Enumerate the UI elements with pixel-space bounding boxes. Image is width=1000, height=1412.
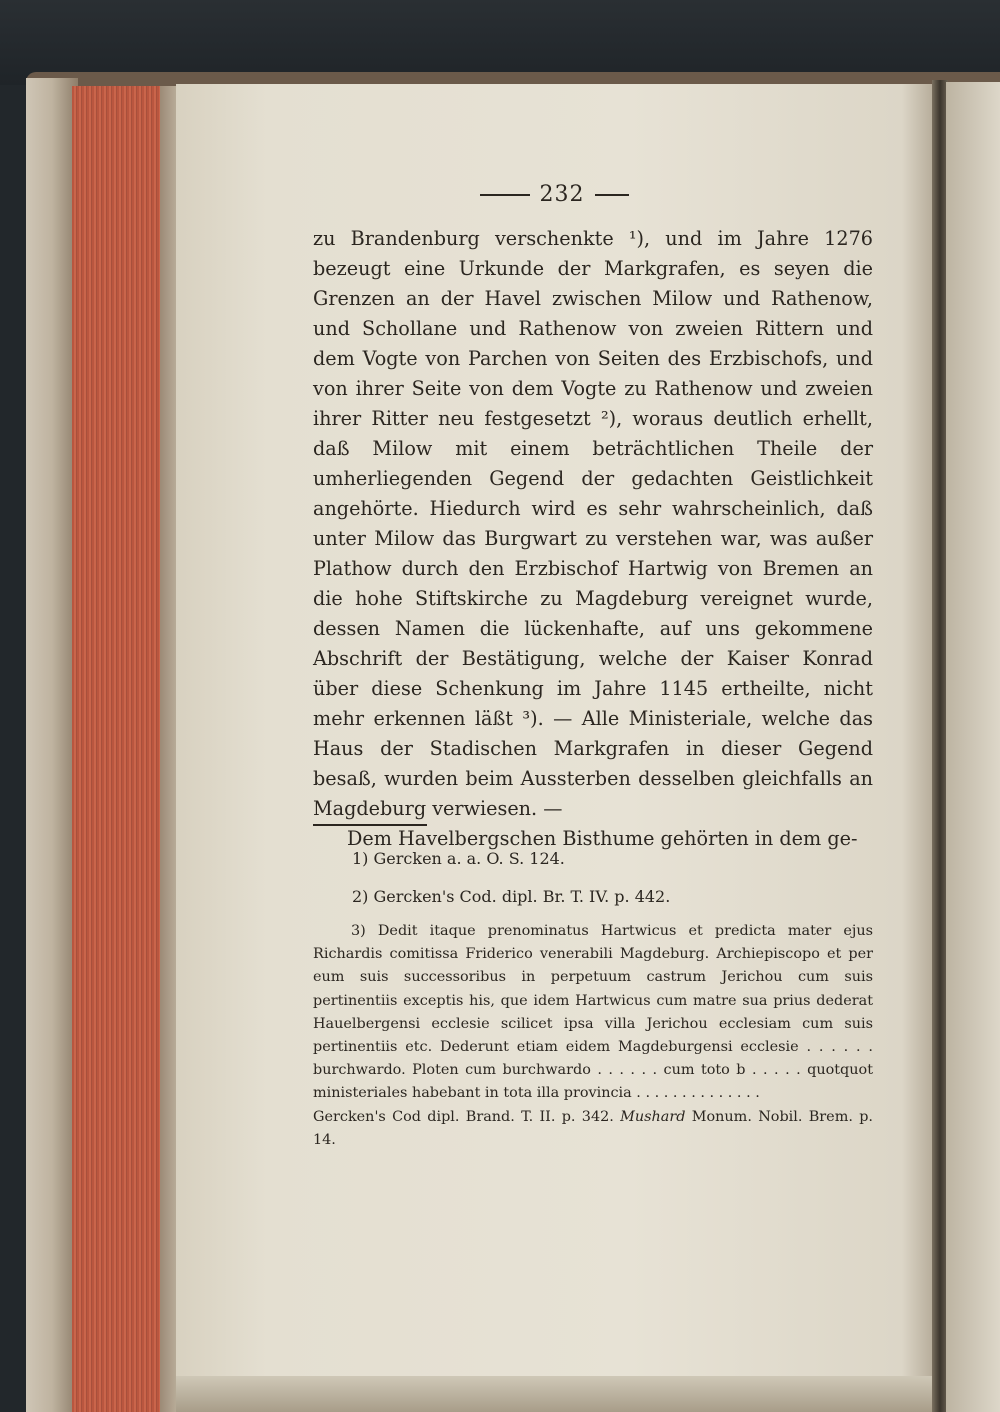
page-number: 232 bbox=[539, 182, 585, 207]
citation-author: Mushard bbox=[620, 1108, 686, 1125]
citation-tail: Monum. Nobil. Brem. p. 14. bbox=[313, 1108, 873, 1148]
footnote-3-citation bbox=[313, 1106, 873, 1152]
cover-edge bbox=[26, 78, 78, 1412]
paragraph: Dem Havelbergschen Bisthume gehörten in dem ge- bbox=[347, 827, 858, 850]
page-header bbox=[176, 182, 932, 207]
footnote-2: 2) Gercken's Cod. dipl. Br. T. IV. p. 442. bbox=[352, 887, 671, 906]
citation-source: Gercken's Cod dipl. Brand. T. II. p. 342. bbox=[313, 1108, 614, 1125]
header-dash-left bbox=[480, 194, 530, 196]
main-text bbox=[313, 224, 873, 854]
paragraph: zu Brandenburg verschenkte ¹), und im Jahre 1276 bezeugt eine Urkunde der Markgrafen, es seyen die Grenzen an der Havel zwischen Milow und Rathenow, und Schollane und Rathenow von zweien Rittern und dem Vogte von Parchen von Seiten des Erzbischofs, und von ihrer Seite von dem Vogte zu Rathenow und zweien ihrer Ritter neu festgesetzt ²), woraus deutlich erhellt, daß Milow mit einem beträchtlichen Theile der umherliegenden Gegend der gedachten Geistlichkeit angehörte. Hiedurch wird es sehr wahrscheinlich, daß unter Milow das Burgwart zu verstehen war, was außer Plathow durch den Erzbischof Hartwig von Bremen an die hohe Stiftskirche zu Magdeburg vereignet wurde, dessen Namen die lückenhafte, auf uns gekommene Abschrift der Bestätigung, welche der Kaiser Konrad über diese Schenkung im Jahre 1145 ertheilte, nicht mehr erkennen läßt ³). — Alle Ministeriale, welche das Haus der Stadischen Markgrafen in dieser Gegend besaß, wurden beim Aussterben desselben gleichfalls an Magdeburg verwiesen. — bbox=[313, 227, 873, 820]
header-dash-right bbox=[595, 194, 629, 196]
footnote-3-text: 3) Dedit itaque prenominatus Hartwicus et predicta mater ejus Richardis comitissa Friderico venerabili Magdeburg. Archiepiscopo et per eum suis successoribus in perpetuum castrum Jerichou cum suis pertinentiis exceptis his, que idem Hartwicus cum matre sua prius dederat Hauelbergensi ecclesie scilicet ipsa villa Jerichou ecclesiam cum suis pertinentiis etc. Dederunt etiam eidem Magdeburgensi ecclesie . . . . . . burchwardo. Ploten cum burchwardo . . . . . . cum toto b . . . . . quotquot ministeriales habebant in tota illa provincia . . . . . . . . . . . . . . bbox=[313, 923, 873, 1102]
footnote-3 bbox=[313, 920, 873, 1152]
page-bottom-edge bbox=[176, 1376, 932, 1412]
facing-page bbox=[946, 82, 1000, 1412]
footnote-1: 1) Gercken a. a. O. S. 124. bbox=[352, 849, 565, 868]
book-page bbox=[176, 84, 932, 1376]
footnote-rule bbox=[313, 824, 427, 826]
